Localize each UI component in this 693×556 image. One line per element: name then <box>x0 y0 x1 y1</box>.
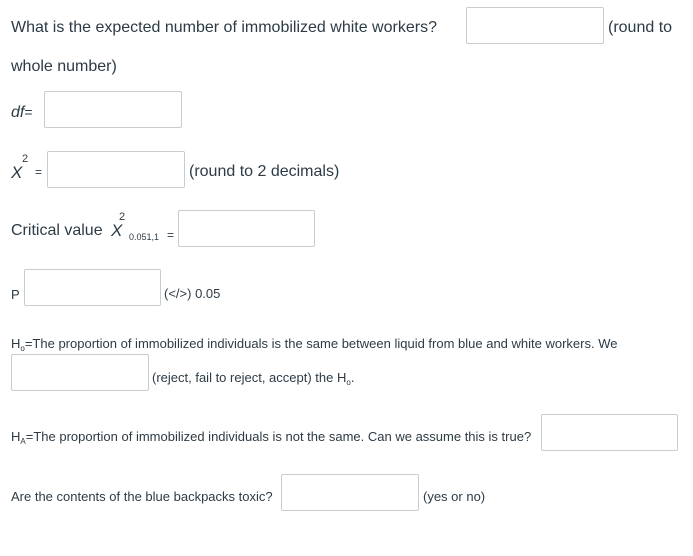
critical-chi-subscript: 0.051,1 <box>129 232 160 242</box>
chi-square-input[interactable] <box>47 151 185 188</box>
decision-note <box>152 370 354 391</box>
ha-prefix-sub: A <box>20 437 26 446</box>
p-note: (</>) 0.05 <box>164 286 221 301</box>
h0-prefix: H <box>11 336 21 351</box>
chi-square-exponent: 2 <box>22 153 29 165</box>
critical-equals: = <box>167 228 175 242</box>
q1-suffix: (round to <box>608 19 673 36</box>
h0-text: =The proportion of immobilized individuals is the same between liquid from blue and white workers. We <box>24 336 618 351</box>
chi-square-equals: = <box>35 165 43 179</box>
critical-value-input[interactable] <box>178 210 315 247</box>
decision-note-sub: o <box>346 378 351 387</box>
toxic-input[interactable] <box>281 474 419 511</box>
toxic-question: Are the contents of the blue backpacks toxic? <box>11 489 273 504</box>
df-symbol: df <box>11 104 25 121</box>
decision-input[interactable] <box>11 354 149 391</box>
chi-square-symbol: X <box>11 163 23 182</box>
assume-true-input[interactable] <box>541 414 678 451</box>
df-input[interactable] <box>44 91 182 128</box>
decision-note-end: . <box>350 370 355 385</box>
df-equals: = <box>24 104 33 120</box>
ha-text: =The proportion of immobilized individuals is not the same. Can we assume this is true? <box>25 429 532 444</box>
critical-chi-exponent: 2 <box>119 211 126 223</box>
toxic-note: (yes or no) <box>423 489 486 504</box>
critical-value-label: Critical value <box>11 222 103 239</box>
expected-count-input[interactable] <box>466 7 604 44</box>
df-label <box>11 102 33 123</box>
decision-note-text: (reject, fail to reject, accept) the H <box>152 370 347 385</box>
p-input[interactable] <box>24 269 161 306</box>
q1-question: What is the expected number of immobilized white workers? <box>11 19 437 36</box>
alternative-hypothesis-statement <box>11 429 531 450</box>
q1-suffix-continued: whole number) <box>11 58 117 75</box>
chi-square-note: (round to 2 decimals) <box>189 163 340 180</box>
ha-prefix: H <box>11 429 21 444</box>
p-label: P <box>11 287 20 302</box>
critical-chi-symbol: X <box>111 221 123 240</box>
h0-prefix-sub: o <box>20 344 25 353</box>
